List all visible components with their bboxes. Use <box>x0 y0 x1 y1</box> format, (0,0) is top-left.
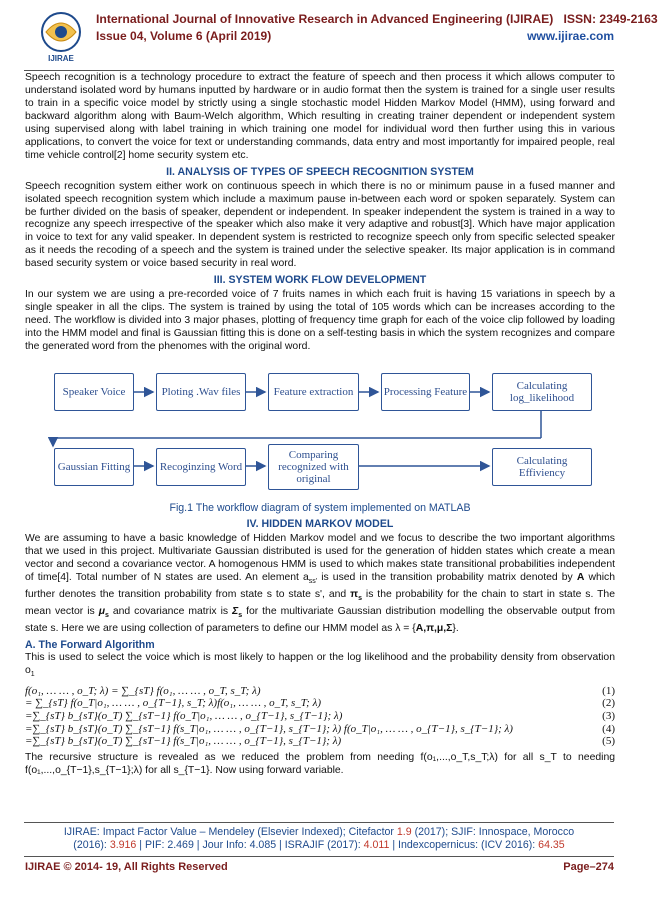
equation-1: f(o₁, … … , o_T; λ) = ∑_{sT} f(o₁, … … , o_T, s_T; λ) (1) <box>25 684 615 697</box>
section-4-text: We are assuming to have a basic knowledge of Hidden Markov model and we focus to describe the two important algorithms that we used in this project. Multivariate Gaussian distributed is used for the generation of hidden states which create a mean vector and second a covariance vector. A homogenous HMM is used to which makes state transitional probabilities independent of time[4]. Total number of N states are used. An element $a_{ss'}$ is used in the transition probability matrix denoted by A which further denotes the transition probability from state s to state s', and $\pi_s$ is the probability for the chain to start in state s. The mean vector is $\mu_s$ and covariance matrix is $\Sigma_s$ for the multivariate Gaussian distribution modelling the observable output from state s. Here we are using collection of parameters to define our HMM model as λ = {A,π,μ,Σ}. <box>25 532 616 634</box>
article-body <box>25 72 615 781</box>
subsection-a-text: This is used to select the voice which is most likely to happen or the log likelihood and the probability density from observation $o_1$ <box>25 651 615 678</box>
equation-5: =∑_{sT} b_{sT}(o_T) ∑_{sT−1} f(s_T|o₁, … … , o_{T−1}, s_{T−1}; λ) (5) <box>25 735 615 748</box>
workflow-diagram <box>25 360 615 498</box>
subsection-a-heading: A. The Forward Algorithm <box>25 638 155 651</box>
flow-box-log-likelihood: Calculating log_likelihood <box>492 373 592 411</box>
issn: ISSN: 2349-2163 <box>563 12 658 26</box>
flow-box-comparing: Comparing recognized with original <box>268 444 359 490</box>
section-3-heading: III. SYSTEM WORK FLOW DEVELOPMENT <box>213 274 427 287</box>
figure-caption: Fig.1 The workflow diagram of system implemented on MATLAB <box>169 502 471 515</box>
flow-box-recognizing-word: Recoginzing Word <box>156 448 246 486</box>
flow-box-processing-feature: Processing Feature <box>381 373 470 411</box>
footer-divider-top <box>24 822 614 823</box>
flow-box-feature-extraction: Feature extraction <box>268 373 359 411</box>
issue-info: Issue 04, Volume 6 (April 2019) <box>96 29 272 43</box>
flow-box-ploting-wav: Ploting .Wav files <box>156 373 246 411</box>
section-2-heading: II. ANALYSIS OF TYPES OF SPEECH RECOGNITION SYSTEM <box>166 165 474 178</box>
journal-title: International Journal of Innovative Research in Advanced Engineering (IJIRAE) ISSN: 2349-2163 <box>96 12 658 26</box>
impact-factor-info: IJIRAE: Impact Factor Value – Mendeley (Elsevier Indexed); Citefactor 1.9 (2017); SJIF: Innospace, Morocco (2016): 3.916 | PIF: 2.469 | Jour Info: 4.085 | ISRAJIF (2017): 4.011 | Indexcopernicus: (ICV 2016): 64.35 <box>63 826 575 851</box>
equations-block <box>25 685 615 748</box>
page-header <box>0 0 658 72</box>
ijirae-logo-icon <box>36 10 86 64</box>
equation-3: =∑_{sT} b_{sT}(o_T) ∑_{sT−1} f(o_T|o₁, … … , o_{T−1}, s_{T−1}; λ) (3) <box>25 709 615 722</box>
section-2-text: Speech recognition system either work on continuous speech in which there is no or minimum pause in a fused manner and isolated speech recognition system which include a maximum pause in-between each word or spoken separately. System can be further divided on the basis of speaker, dependent or independent. In speaker independent the system is trained in a way to recognize any speech irrespective of the speaker which also make it very adaptive and robust[3]. Which have major application in voice to text for any valid speaker. In dependent system is restricted to recognize speech only from specific selected speaker as it needs the recoding of a speech and the system is trained under the selective speaker. Its major application is in command based security system or voice based security in real word. <box>25 180 615 270</box>
section-3-text: In our system we are using a pre-recorded voice of 7 fruits names in which each fruit is having 15 variations in speech by a single speaker in all the clips. The system is trained by using the total of 105 words which can be increases according to the need. The workflow is divided into 3 major phases, plotting of frequency time graph for each of the voice clip followed by loading into the HMM model and final is Gaussian fitting this is done on a self-testing basis in which the system recognizes and compare the generated word from the phenomes with the original word. <box>25 289 615 353</box>
journal-url-link[interactable]: www.ijirae.com <box>527 29 614 43</box>
footer-divider-bottom <box>24 856 614 857</box>
flow-box-speaker-voice: Speaker Voice <box>54 373 134 411</box>
equation-4: =∑_{sT} b_{sT}(o_T) ∑_{sT−1} f(s_T|o₁, … … , o_{T−1}, s_{T−1}; λ) f(o_T|o₁, … … , o_{T−1}, s_{T−1}; λ) (4) <box>25 722 615 735</box>
flow-box-efficiency: Calculating Effiviency <box>492 448 592 486</box>
header-divider <box>24 70 614 71</box>
recursive-structure-text: The recursive structure is revealed as we reduced the problem from needing f(o₁,...,o_T,s_T;λ) for all s_T to needing f(o₁,...,o_{T−1},s_{T−1};λ) for all s_{T−1}. Now using forward variable. <box>25 751 615 776</box>
svg-text:IJIRAE: IJIRAE <box>48 54 74 63</box>
intro-paragraph: Speech recognition is a technology procedure to extract the feature of speech and then process it which allows computer to understand isolated word by humans inputted by hardware or in audio format then the system is trained for a single user results to train in a specific voice model by strictly using a single stochastic model Hidden Markov Model (HMM), using forward and backward algorithm along with Baum-Welch algorithm, Which resulting in creating trainer dependent or independent system using supervised along with label training in which training one model for individual word then further using this in various applications, to convert the voice for text or understanding commands, data entry and most importantly for impaired people, real time vehicle control[2] home security system etc. <box>25 72 615 161</box>
copyright: IJIRAE © 2014- 19, All Rights Reserved <box>25 861 228 873</box>
equation-2: = ∑_{sT} f(o_T|o₁, … … , o_{T−1}, s_T; λ)f(o₁, … … , o_T, s_T; λ) (2) <box>25 697 615 710</box>
section-4-heading: IV. HIDDEN MARKOV MODEL <box>246 517 394 530</box>
flow-box-gaussian-fitting: Gaussian Fitting <box>54 448 134 486</box>
page-number: Page–274 <box>563 861 614 873</box>
